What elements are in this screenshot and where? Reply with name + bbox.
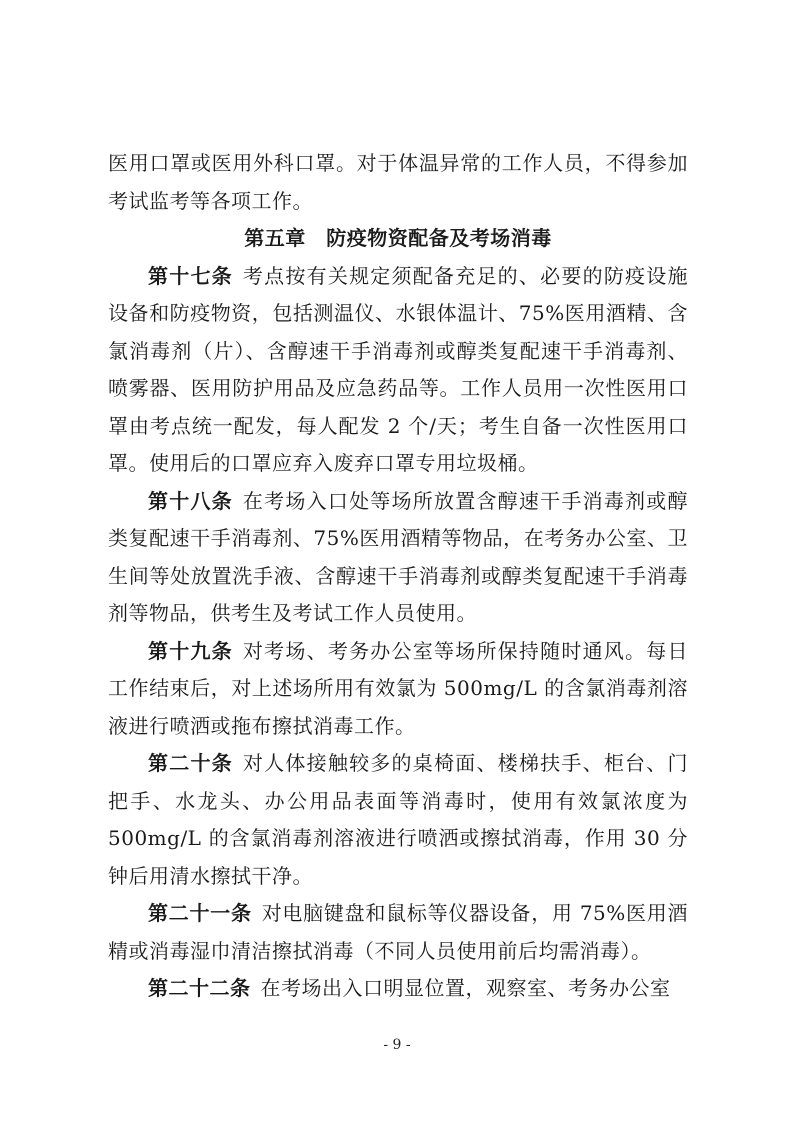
- article-text: 在考场入口处等场所放置含醇速干手消毒剂或醇类复配速干手消毒剂、75%医用酒精等物品，在考务办公室、卫生间等处放置洗手液、含醇速干手消毒剂或醇类复配速干手消毒剂等物品，供考生及考试工作人员使用。: [108, 488, 689, 625]
- article-text: 考点按有关规定须配备充足的、必要的防疫设施设备和防疫物资，包括测温仪、水银体温计、75%医用酒精、含氯消毒剂（片）、含醇速干手消毒剂或醇类复配速干手消毒剂、喷雾器、医用防护用品及应急药品等。工作人员用一次性医用口罩由考点统一配发，每人配发 2 个/天；考生自备一次性医用口罩。使用后的口罩应弃入废弃口罩专用垃圾桶。: [108, 263, 689, 475]
- article-text: 对人体接触较多的桌椅面、楼梯扶手、柜台、门把手、水龙头、办公用品表面等消毒时，使用有效氯浓度为500mg/L 的含氯消毒剂溶液进行喷洒或擦拭消毒，作用 30 分钟后用清水擦拭干净。: [108, 751, 689, 888]
- article-text: 在考场出入口明显位置，观察室、考务办公室: [260, 976, 671, 1000]
- article-number: 第十八条: [148, 488, 233, 513]
- article-number: 第二十一条: [148, 901, 252, 925]
- article-20: [108, 745, 688, 895]
- article-22: [108, 970, 688, 1008]
- article-number: 第十九条: [148, 638, 233, 663]
- article-19: [108, 633, 688, 746]
- chapter-title: 第五章 防疫物资配备及考场消毒: [244, 226, 552, 250]
- article-text: 对电脑键盘和鼠标等仪器设备，用 75%医用酒精或消毒湿巾清洁擦拭消毒（不同人员使用前后均需消毒）。: [108, 901, 689, 963]
- article-text: 对考场、考务办公室等场所保持随时通风。每日工作结束后，对上述场所用有效氯为 500mg/L 的含氯消毒剂溶液进行喷洒或拖布擦拭消毒工作。: [108, 638, 689, 738]
- article-number: 第十七条: [148, 263, 233, 288]
- article-17: [108, 258, 688, 483]
- article-number: 第二十条: [148, 751, 233, 775]
- document-page: [108, 145, 688, 1008]
- article-18: [108, 483, 688, 633]
- article-number: 第二十二条: [148, 976, 251, 1000]
- continuation-paragraph: 医用口罩或医用外科口罩。对于体温异常的工作人员，不得参加考试监考等各项工作。: [108, 151, 688, 213]
- article-21: [108, 895, 688, 970]
- page-number: - 9 -: [383, 1037, 411, 1053]
